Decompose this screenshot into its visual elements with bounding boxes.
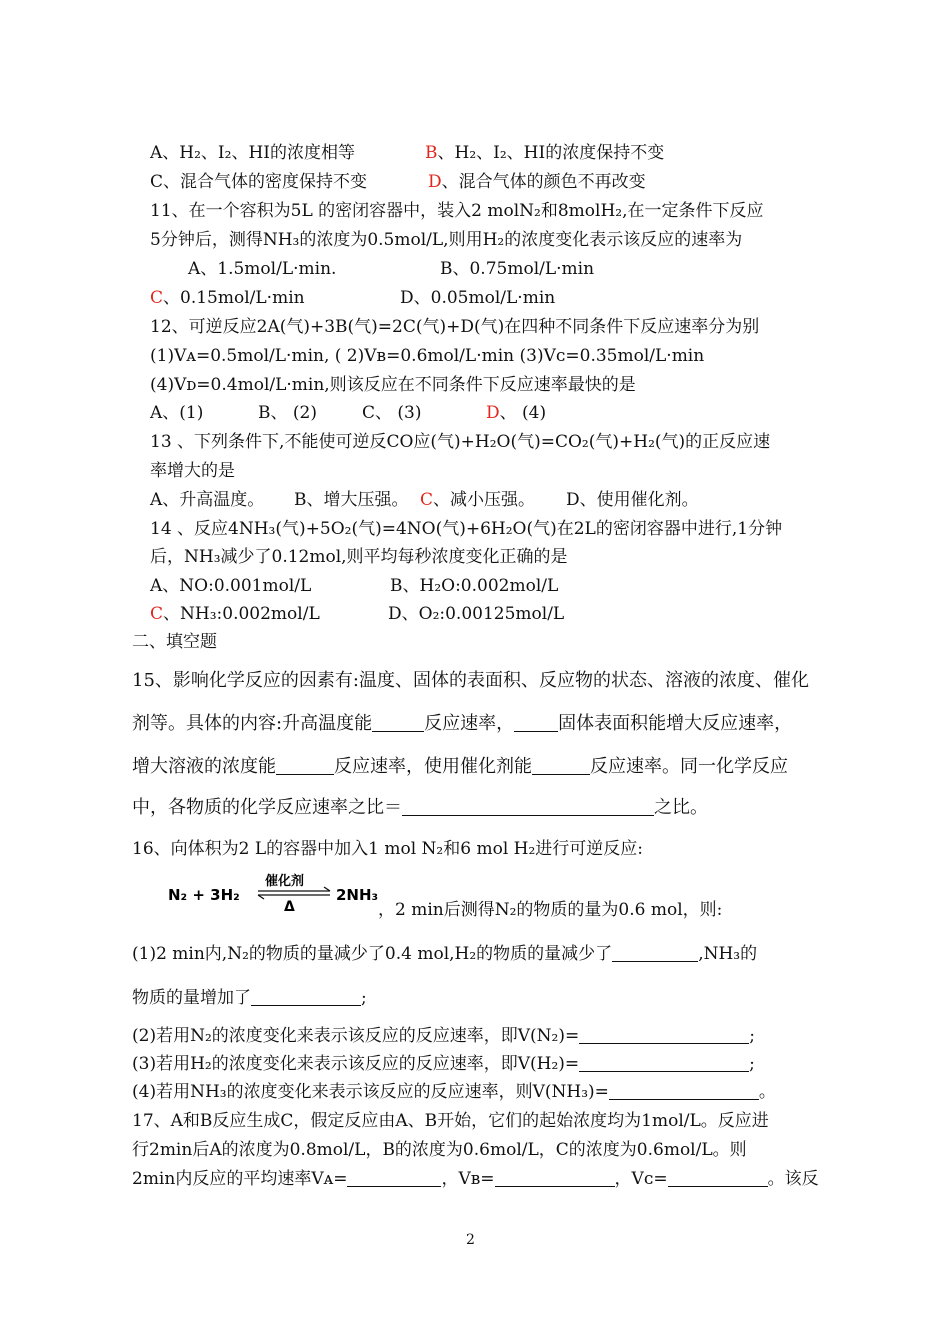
text: ; bbox=[749, 1026, 755, 1046]
q13-stem-2: 率增大的是 bbox=[150, 461, 235, 481]
q10-option-c: C、混合气体的密度保持不变 bbox=[150, 172, 368, 192]
q16-part-2 bbox=[132, 1025, 755, 1047]
q13-option-d: D、使用催化剂。 bbox=[566, 490, 699, 510]
text: 。 bbox=[758, 1082, 776, 1102]
q17-line-1: 17、A和B反应生成C，假定反应由A、B开始，它们的起始浓度均为1mol/L。反应进 bbox=[132, 1111, 769, 1131]
text: ; bbox=[361, 988, 367, 1008]
option-text: 、NH₃:0.002mol/L bbox=[163, 604, 320, 624]
text: (3)若用H₂的浓度变化来表示该反应的反应速率，即V(H₂)= bbox=[132, 1054, 580, 1074]
q11-stem-2: 5分钟后，测得NH₃的浓度为0.5mol/L,则用H₂的浓度变化表示该反应的速率为 bbox=[150, 230, 743, 250]
answer-blank[interactable] bbox=[532, 758, 590, 775]
q16-part-3 bbox=[132, 1053, 755, 1075]
text: 。该反 bbox=[767, 1169, 819, 1189]
answer-blank[interactable] bbox=[579, 1027, 749, 1044]
text: 反应速率。同一化学反应 bbox=[590, 756, 788, 777]
answer-letter: C bbox=[150, 604, 164, 624]
q12-stem-3: (4)Vᴅ=0.4mol/L·min,则该反应在不同条件下反应速率最快的是 bbox=[150, 375, 636, 395]
answer-blank[interactable] bbox=[372, 715, 424, 732]
q15-line-4 bbox=[132, 797, 708, 819]
q17-line-2: 行2min后A的浓度为0.8mol/L，B的浓度为0.6mol/L，C的浓度为0.6mol/L。则 bbox=[132, 1140, 747, 1160]
answer-blank[interactable] bbox=[612, 945, 698, 962]
answer-blank[interactable] bbox=[668, 1170, 768, 1187]
q10-option-b bbox=[425, 142, 664, 164]
q12-option-c: C、 (3) bbox=[362, 403, 422, 423]
text: 剂等。具体的内容:升高温度能 bbox=[132, 713, 373, 734]
text: ，Vʙ= bbox=[441, 1169, 495, 1189]
answer-blank[interactable] bbox=[609, 1083, 759, 1100]
section-heading: 二、填空题 bbox=[132, 632, 217, 652]
q10-option-d bbox=[428, 171, 646, 193]
q16-part-1-line-1 bbox=[132, 943, 757, 965]
q12-option-b: B、 (2) bbox=[258, 403, 317, 423]
q11-option-d: D、0.05mol/L·min bbox=[400, 288, 556, 308]
text: 增大溶液的浓度能 bbox=[132, 756, 276, 777]
text: 之比。 bbox=[654, 797, 708, 818]
equation-product: 2NH₃ bbox=[336, 886, 378, 904]
answer-letter: D bbox=[428, 172, 442, 192]
q12-stem-1: 12、可逆反应2A(气)+3B(气)=2C(气)+D(气)在四种不同条件下反应速率分为别 bbox=[150, 317, 760, 337]
text: (2)若用N₂的浓度变化来表示该反应的反应速率，即V(N₂)= bbox=[132, 1026, 580, 1046]
answer-blank[interactable] bbox=[579, 1055, 749, 1072]
q11-option-b: B、0.75mol/L·min bbox=[440, 259, 595, 279]
q15-line-1: 15、影响化学反应的因素有:温度、固体的表面积、反应物的状态、溶液的浓度、催化 bbox=[132, 670, 809, 691]
text: 中，各物质的化学反应速率之比＝ bbox=[132, 797, 402, 818]
option-text: 、0.15mol/L·min bbox=[163, 288, 305, 308]
q15-line-3 bbox=[132, 756, 788, 778]
q12-option-a: A、(1) bbox=[150, 403, 204, 423]
option-text: 、混合气体的颜色不再改变 bbox=[441, 172, 646, 192]
q16-part-4 bbox=[132, 1081, 776, 1103]
text: (1)2 min内,N₂的物质的量减少了0.4 mol,H₂的物质的量减少了 bbox=[132, 944, 613, 964]
answer-blank[interactable] bbox=[251, 989, 361, 1006]
q17-line-3 bbox=[132, 1168, 819, 1190]
q11-option-a: A、1.5mol/L·min. bbox=[188, 259, 337, 279]
q13-option-a: A、升高温度。 bbox=[150, 490, 265, 510]
text: ,NH₃的 bbox=[698, 944, 758, 964]
q14-stem-2: 后，NH₃减少了0.12mol,则平均每秒浓度变化正确的是 bbox=[150, 547, 568, 567]
text: ，Vᴄ= bbox=[614, 1169, 668, 1189]
text: 物质的量增加了 bbox=[132, 988, 251, 1008]
answer-letter: B bbox=[425, 143, 438, 163]
option-text: 、H₂、I₂、HI的浓度保持不变 bbox=[437, 143, 665, 163]
reaction-equation bbox=[168, 872, 378, 912]
text: 2min内反应的平均速率Vᴀ= bbox=[132, 1169, 348, 1189]
text: ; bbox=[749, 1054, 755, 1074]
answer-blank[interactable] bbox=[347, 1170, 441, 1187]
page-number: 2 bbox=[466, 1232, 475, 1248]
q13-option-b: B、增大压强。 bbox=[294, 490, 409, 510]
q15-line-2 bbox=[132, 713, 792, 735]
q10-option-a: A、H₂、I₂、HI的浓度相等 bbox=[150, 143, 355, 163]
text: 反应速率，使用催化剂能 bbox=[334, 756, 532, 777]
q11-option-c bbox=[150, 287, 305, 309]
answer-blank[interactable] bbox=[402, 799, 654, 816]
answer-blank[interactable] bbox=[495, 1170, 615, 1187]
q14-option-d: D、O₂:0.00125mol/L bbox=[388, 604, 565, 624]
q12-option-d bbox=[486, 402, 546, 424]
q16-stem: 16、向体积为2 L的容器中加入1 mol N₂和6 mol H₂进行可逆反应: bbox=[132, 839, 644, 859]
option-text: 、减小压强。 bbox=[433, 490, 536, 510]
q14-option-a: A、NO:0.001mol/L bbox=[150, 576, 312, 596]
text: 固体表面积能增大反应速率， bbox=[558, 713, 793, 734]
q16-part-1-line-2 bbox=[132, 987, 367, 1009]
q14-stem-1: 14 、反应4NH₃(气)+5O₂(气)=4NO(气)+6H₂O(气)在2L的密闭容器中进行,1分钟 bbox=[150, 519, 783, 539]
equation-heat-symbol: Δ bbox=[284, 899, 295, 912]
answer-blank[interactable] bbox=[514, 715, 558, 732]
q16-after-equation: ，2 min后测得N₂的物质的量为0.6 mol，则: bbox=[378, 900, 723, 920]
answer-letter: C bbox=[420, 490, 434, 510]
text: 反应速率， bbox=[424, 713, 515, 734]
q14-option-b: B、H₂O:0.002mol/L bbox=[390, 576, 559, 596]
text: (4)若用NH₃的浓度变化来表示该反应的反应速率，则V(NH₃)= bbox=[132, 1082, 609, 1102]
q12-stem-2: (1)Vᴀ=0.5mol/L·min, ( 2)Vʙ=0.6mol/L·min (3)Vᴄ=0.35mol/L·min bbox=[150, 346, 705, 366]
answer-blank[interactable] bbox=[276, 758, 334, 775]
equation-catalyst: 催化剂 bbox=[265, 874, 305, 889]
q14-option-c bbox=[150, 603, 320, 625]
option-text: 、 (4) bbox=[499, 403, 547, 423]
q11-stem-1: 11、在一个容积为5L 的密闭容器中，装入2 molN₂和8molH₂,在一定条件下反应 bbox=[150, 201, 764, 221]
answer-letter: D bbox=[486, 403, 500, 423]
q13-stem-1: 13 、下列条件下,不能使可逆反CO应(气)+H₂O(气)=CO₂(气)+H₂(气)的正反应速 bbox=[150, 432, 771, 452]
equation-reactants: N₂ + 3H₂ bbox=[168, 886, 240, 904]
q13-option-c bbox=[420, 489, 535, 511]
answer-letter: C bbox=[150, 288, 164, 308]
